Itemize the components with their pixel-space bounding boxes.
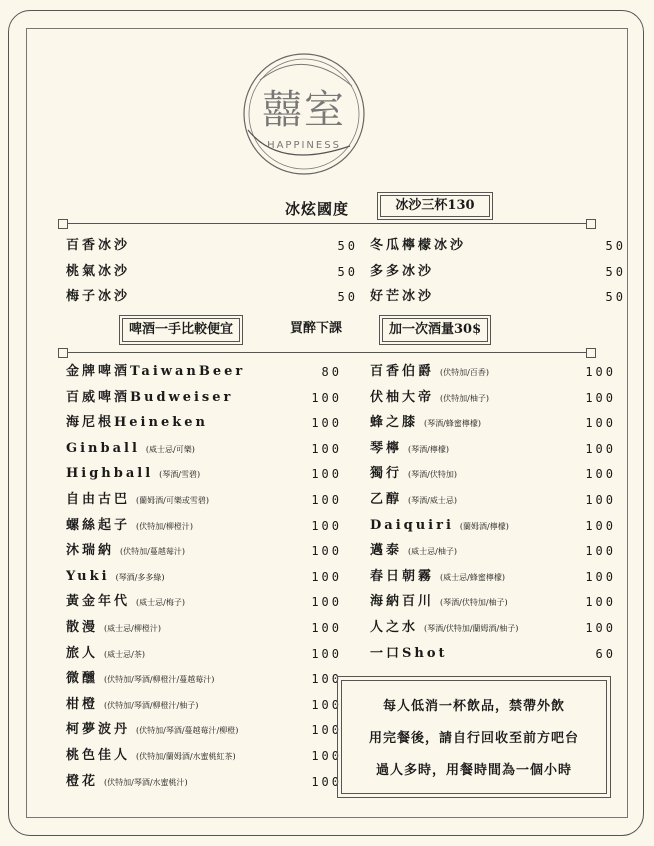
menu-item-name: 沐瑞納 (66, 543, 115, 559)
menu-item (66, 720, 342, 740)
divider-2 (62, 352, 592, 353)
menu-item-price: 100 (585, 390, 616, 405)
section-title-ice: 冰炫國度 (285, 200, 350, 218)
menu-item-name: Daiquiri (370, 517, 454, 533)
menu-item-note: (伏特加/琴酒/柳橙汁/柚子) (104, 700, 199, 710)
menu-item-note: (琴酒/檸檬) (408, 444, 449, 454)
menu-item-price: 100 (311, 723, 342, 738)
menu-item-price: 50 (605, 239, 626, 253)
menu-item-note: (威士忌/柳橙汁) (104, 624, 161, 633)
menu-item-note: (蘭姆酒/可樂或雪碧) (136, 496, 209, 505)
menu-item-price: 100 (311, 774, 342, 789)
menu-item (370, 516, 616, 536)
logo-english-text: HAPPINESS (267, 140, 341, 151)
menu-item (370, 490, 616, 510)
menu-item-price: 50 (605, 264, 626, 279)
menu-item (66, 262, 358, 282)
menu-item-name: 微醺 (66, 671, 99, 687)
menu-item-name: 琴檸 (370, 440, 403, 456)
menu-item (66, 669, 342, 689)
menu-item (66, 464, 342, 484)
menu-item (370, 464, 616, 484)
menu-item-name: 多多冰沙 (370, 263, 435, 279)
banner-refill: 加一次酒量30$ (382, 318, 488, 342)
notice-line-2: 用完餐後，請自行回收至前方吧台 (368, 731, 579, 746)
menu-item-name: 好芒冰沙 (370, 289, 435, 304)
menu-item-note: (威士忌/可樂) (145, 444, 195, 454)
menu-item (66, 618, 342, 638)
menu-item-price: 100 (585, 544, 616, 559)
menu-item (66, 644, 342, 664)
menu-item-price: 100 (585, 467, 616, 482)
menu-item (66, 746, 342, 766)
menu-item-price: 100 (585, 416, 616, 431)
menu-item (66, 592, 342, 612)
menu-item-name: 春日朝霧 (370, 568, 435, 584)
menu-item-price: 50 (605, 290, 626, 304)
menu-item (66, 439, 342, 459)
menu-item-price: 100 (311, 621, 342, 635)
menu-item (370, 618, 616, 638)
menu-item (370, 362, 616, 382)
menu-item-note: (伏特加/琴酒/柳橙汁/蔓越莓汁) (104, 675, 215, 685)
menu-item (66, 541, 342, 561)
menu-item-note: (琴酒/伏特加/柚子) (440, 598, 508, 608)
menu-item-price: 50 (337, 239, 358, 253)
menu-item-note: (蘭姆酒/檸檬) (459, 521, 509, 531)
menu-item (66, 362, 342, 382)
menu-item-price: 100 (311, 697, 342, 712)
menu-item-name: 柑橙 (66, 696, 99, 712)
menu-item-name: 散漫 (66, 620, 99, 635)
menu-item (66, 388, 342, 408)
menu-item-note: (琴酒/伏特加/蘭姆酒/柚子) (424, 624, 519, 633)
menu-item-note: (威士忌/柚子) (408, 547, 457, 557)
notice-line-3: 過人多時，用餐時間為一個小時 (375, 763, 572, 778)
menu-item-name: 一口Shot (370, 645, 448, 661)
menu-item-note: (琴酒/蜂蜜檸檬) (424, 419, 481, 429)
notice-box (337, 676, 611, 798)
menu-item-price: 100 (585, 621, 616, 635)
menu-item (66, 516, 342, 536)
menu-item-price: 100 (311, 672, 342, 687)
menu-item-price: 100 (585, 441, 616, 456)
menu-item-price: 100 (585, 595, 616, 610)
menu-item-note: (琴酒/雪碧) (159, 470, 201, 480)
menu-item-note: (琴酒/伏特加) (408, 470, 457, 480)
menu-item (66, 695, 342, 715)
menu-item-name: 桃氣冰沙 (66, 263, 131, 279)
menu-item-note: (伏特加/柚子) (440, 393, 489, 403)
menu-item (370, 413, 616, 433)
menu-item-name: 柯夢波丹 (66, 722, 131, 738)
menu-item (370, 567, 616, 587)
menu-item-name: 橙花 (66, 773, 99, 789)
promo-ice: 冰沙三杯130 (380, 195, 490, 217)
menu-item-name: 海尼根Heineken (66, 415, 208, 431)
menu-item-price: 80 (321, 365, 342, 379)
menu-item-name: 獨行 (370, 466, 403, 482)
menu-item-price: 100 (311, 518, 342, 533)
menu-item-note: (伏特加/琴酒/蔓越莓汁/柳橙) (136, 726, 239, 736)
menu-item-name: 伏柚大帝 (370, 389, 435, 405)
logo-chinese-text: 囍室 (262, 87, 346, 133)
menu-item-price: 100 (311, 493, 342, 507)
menu-item-name: 自由古巴 (66, 492, 131, 507)
menu-item-price: 100 (311, 390, 342, 405)
menu-item-price: 100 (585, 493, 616, 507)
banner-drink: 買醉下課 (290, 321, 343, 336)
menu-item-price: 100 (311, 749, 342, 763)
menu-item (66, 287, 358, 307)
menu-item-name: 邁泰 (370, 543, 403, 559)
menu-item-name: Yuki (66, 568, 110, 584)
menu-item (370, 541, 616, 561)
menu-item-name: 乙醇 (370, 492, 403, 507)
menu-item-price: 50 (337, 264, 358, 279)
menu-item-name: 黃金年代 (66, 594, 131, 610)
menu-item-name: 冬瓜檸檬冰沙 (370, 238, 467, 253)
menu-item-name: 螺絲起子 (66, 517, 131, 533)
menu-item (370, 592, 616, 612)
menu-item (66, 490, 342, 510)
menu-item-note: (伏特加/琴酒/水蜜桃汁) (104, 777, 188, 787)
menu-item-name: 海納百川 (370, 594, 435, 610)
menu-item-price: 100 (585, 518, 616, 533)
menu-item (370, 644, 616, 664)
menu-item (370, 388, 616, 408)
menu-item-note: (伏特加/百香) (440, 368, 489, 377)
menu-item-name: 梅子冰沙 (66, 289, 131, 304)
menu-item (66, 413, 342, 433)
logo (240, 50, 368, 178)
menu-item-name: 旅人 (66, 645, 99, 661)
menu-item-note: (威士忌/茶) (104, 649, 145, 659)
menu-item (66, 567, 342, 587)
menu-item (370, 287, 626, 307)
menu-item (370, 236, 626, 256)
menu-item-note: (威士忌/梅子) (136, 598, 185, 608)
menu-item (66, 772, 342, 792)
menu-item-name: 百香伯爵 (370, 364, 435, 379)
menu-item-price: 100 (311, 544, 342, 559)
menu-item-note: (伏特加/柳橙汁) (136, 521, 193, 531)
menu-item-note: (威士忌/蜂蜜檸檬) (440, 572, 505, 582)
menu-item-price: 100 (311, 646, 342, 661)
menu-item-note: (琴酒/多多綠) (115, 572, 165, 582)
menu-item-name: Ginball (66, 440, 140, 456)
menu-item-price: 100 (585, 569, 616, 584)
menu-item-name: 金牌啤酒TaiwanBeer (66, 364, 246, 379)
menu-item-name: 人之水 (370, 620, 419, 635)
menu-item-price: 100 (585, 365, 616, 379)
menu-item-name: 蜂之膝 (370, 415, 419, 431)
menu-item (370, 439, 616, 459)
menu-item-name: 桃色佳人 (66, 748, 131, 763)
menu-item-note: (伏特加/蔓越莓汁) (120, 547, 185, 557)
menu-item-note: (伏特加/蘭姆酒/水蜜桃紅茶) (136, 752, 236, 761)
menu-item-price: 100 (311, 595, 342, 610)
divider-1 (62, 223, 592, 224)
menu-item-price: 100 (311, 467, 342, 482)
menu-item-note: (琴酒/威士忌) (408, 496, 457, 505)
menu-item-price: 50 (337, 290, 358, 304)
menu-item (370, 262, 626, 282)
menu-item-price: 60 (595, 646, 616, 661)
menu-item-price: 100 (311, 441, 342, 456)
notice-line-1: 每人低消一杯飲品，禁帶外飲 (382, 699, 565, 714)
menu-item-name: 百威啤酒Budweiser (66, 389, 234, 405)
menu-item-price: 100 (311, 569, 342, 584)
menu-item-name: 百香冰沙 (66, 238, 131, 253)
banner-beer: 啤酒一手比較便宜 (122, 318, 240, 342)
menu-item (66, 236, 358, 256)
menu-item-name: Highball (66, 466, 154, 482)
menu-item-price: 100 (311, 416, 342, 431)
